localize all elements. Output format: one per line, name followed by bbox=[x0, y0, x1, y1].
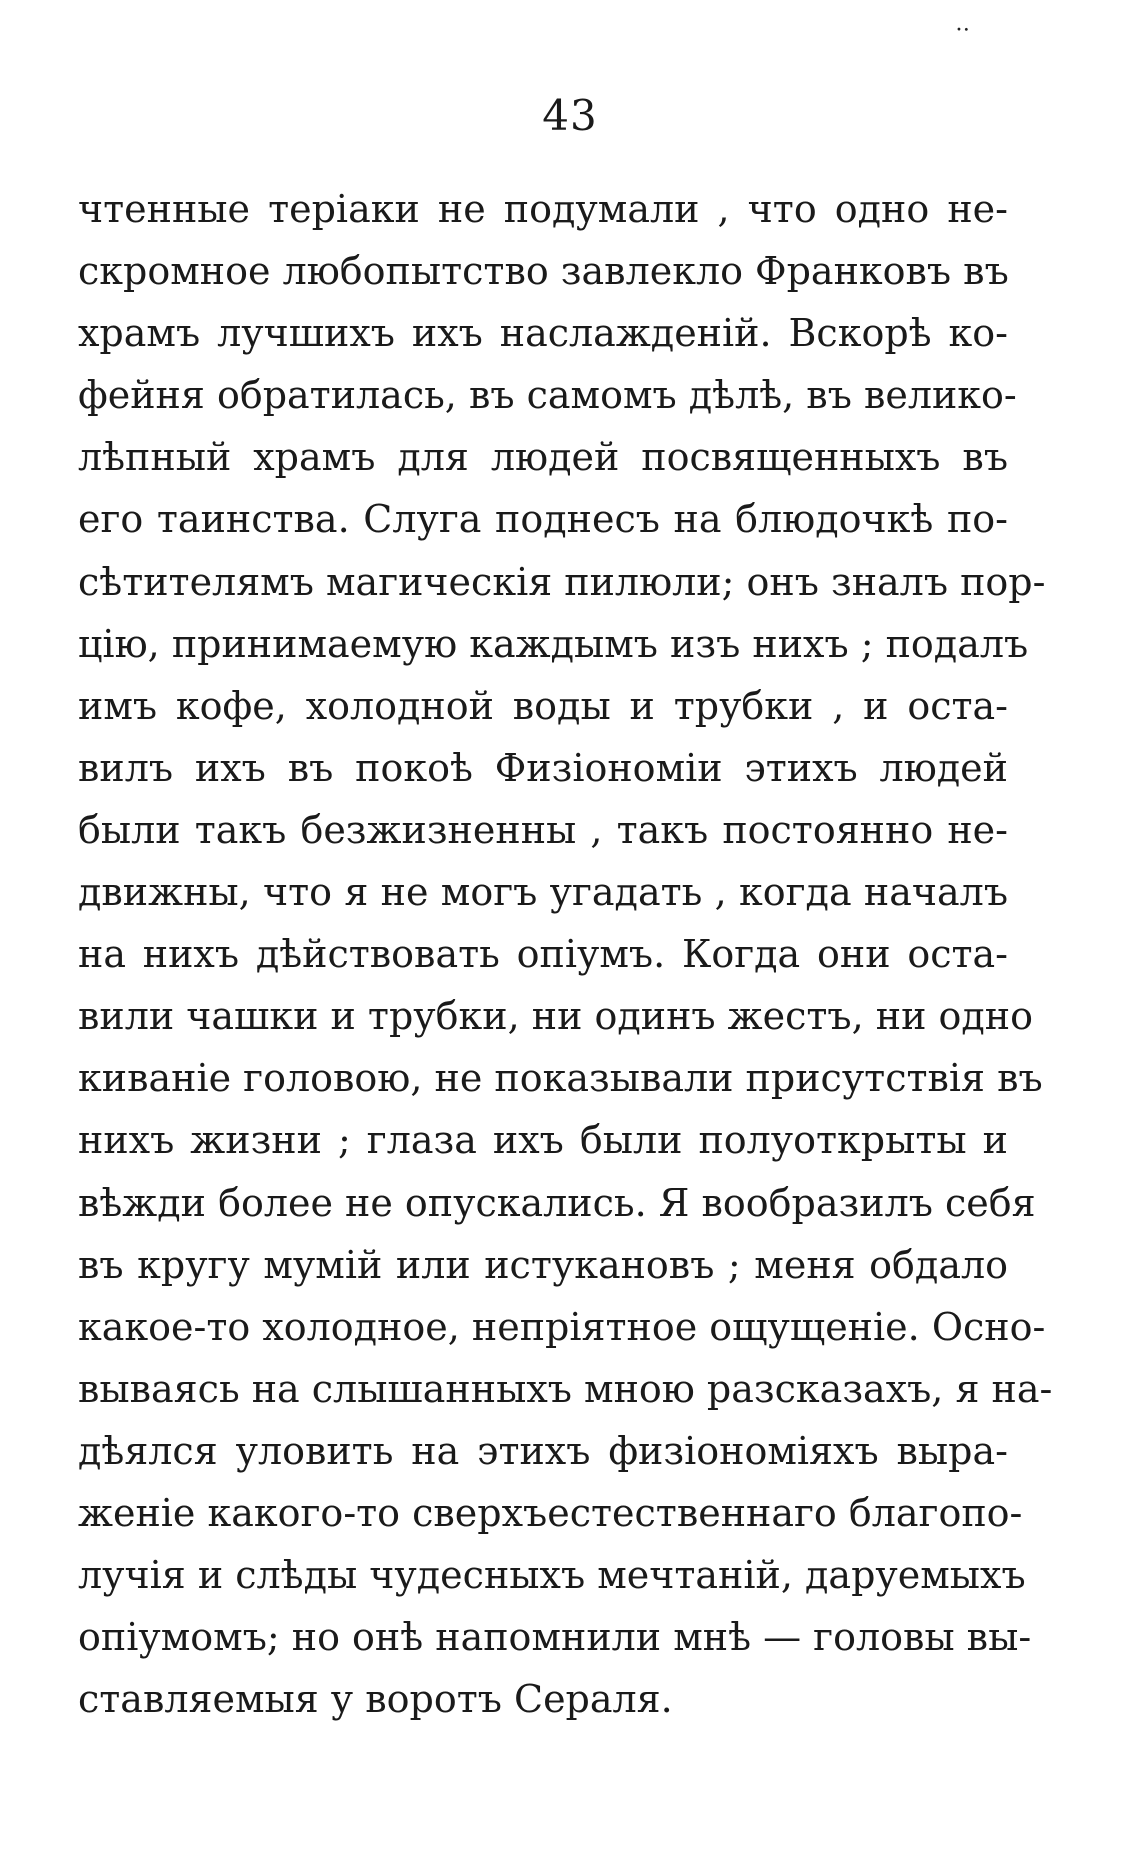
text-line: нихъ жизни ; глаза ихъ были полуоткрыты и bbox=[78, 1118, 1008, 1163]
text-line: вываясь на слышанныхъ мною разсказахъ, я на- bbox=[78, 1366, 1053, 1411]
text-line: чтенные теріаки не подумали , что одно не- bbox=[78, 187, 1008, 231]
body-text bbox=[78, 178, 1053, 1730]
text-line: скромное любопытство завлекло Франковъ въ bbox=[78, 249, 1009, 294]
text-line: женіе какого-то сверхъестественнаго благопо- bbox=[78, 1490, 1023, 1535]
text-line: дѣялся уловить на этихъ физіономіяхъ выра- bbox=[78, 1428, 1008, 1473]
page-number: 43 bbox=[542, 91, 598, 140]
text-line: его таинства. Слуга поднесъ на блюдочкѣ по- bbox=[78, 497, 1008, 542]
text-line: вѣжди более не опускались. Я вообразилъ себя bbox=[78, 1180, 1036, 1225]
text-line: имъ кофе, холодной воды и трубки , и оста- bbox=[78, 683, 1008, 728]
text-line: въ кругу мумій или истукановъ ; меня обдало bbox=[78, 1242, 1008, 1287]
text-line: вили чашки и трубки, ни одинъ жестъ, ни одно bbox=[78, 994, 1033, 1039]
text-line: лѣпный храмъ для людей посвященныхъ въ bbox=[78, 435, 1008, 480]
text-line: вилъ ихъ въ покоѣ Физіономіи этихъ людей bbox=[78, 745, 1008, 790]
text-line: ставляемыя у воротъ Сераля. bbox=[78, 1677, 673, 1722]
text-line: опіумомъ; но онѣ напомнили мнѣ — головы вы- bbox=[78, 1615, 1032, 1660]
text-line: на нихъ дѣйствовать опіумъ. Когда они оста- bbox=[78, 932, 1008, 977]
text-line: киваніе головою, не показывали присутствія въ bbox=[78, 1056, 1043, 1101]
text-line: фейня обратилась, въ самомъ дѣлѣ, въ велико- bbox=[78, 373, 1017, 418]
text-line: храмъ лучшихъ ихъ наслажденій. Вскорѣ ко- bbox=[78, 311, 1008, 356]
text-line: движны, что я не могъ угадать , когда началъ bbox=[78, 870, 1008, 915]
text-line: лучія и слѣды чудесныхъ мечтаній, даруемыхъ bbox=[78, 1553, 1026, 1598]
text-line: были такъ безжизненны , такъ постоянно не- bbox=[78, 807, 1008, 852]
text-line: сѣтителямъ магическія пилюли; онъ зналъ пор- bbox=[78, 559, 1046, 604]
print-specks: ·⋅ bbox=[955, 18, 970, 43]
text-line: какое-то холодное, непріятное ощущеніе. Осно- bbox=[78, 1304, 1046, 1349]
text-line: цію, принимаемую каждымъ изъ нихъ ; подалъ bbox=[78, 621, 1029, 666]
